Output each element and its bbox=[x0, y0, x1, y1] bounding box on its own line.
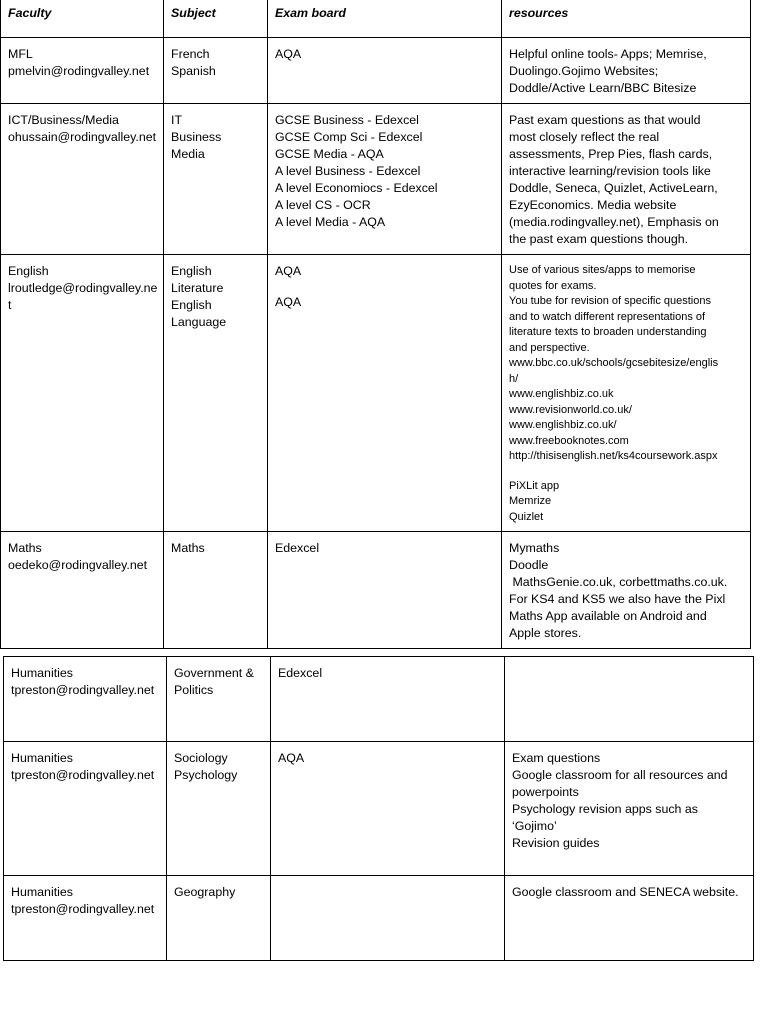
cell-line: http://thisisenglish.net/ks4coursework.aspx bbox=[509, 450, 718, 462]
cell-line: A level Business - Edexcel bbox=[275, 164, 421, 178]
table-row bbox=[4, 657, 754, 742]
cell-line: GCSE Business - Edexcel bbox=[275, 113, 419, 127]
cell-line: Sociology bbox=[174, 751, 228, 765]
cell-line: Media bbox=[171, 147, 205, 161]
cell-line: Memrize bbox=[509, 495, 552, 507]
faculty-email[interactable]: tpreston@rodingvalley.net bbox=[11, 902, 155, 916]
cell-line: the past exam questions though. bbox=[509, 232, 689, 246]
cell-line: AQA bbox=[278, 751, 305, 765]
cell-line: EzyEconomics. Media website bbox=[509, 198, 677, 212]
cell-line: Exam questions bbox=[512, 751, 601, 765]
cell-line: Helpful online tools- Apps; Memrise, bbox=[509, 47, 707, 61]
cell-line: Duolingo.Gojimo Websites; bbox=[509, 64, 659, 78]
cell-line: www.bbc.co.uk/schools/gcsebitesize/englis bbox=[509, 357, 719, 369]
table-row bbox=[1, 255, 751, 532]
cell-line: Use of various sites/apps to memorise bbox=[509, 264, 696, 276]
faculty-cell bbox=[1, 532, 164, 649]
faculty-cell bbox=[4, 742, 167, 876]
header-exam-board: Exam board bbox=[268, 0, 502, 38]
faculty-cell bbox=[1, 38, 164, 104]
subject-cell bbox=[164, 255, 268, 532]
cell-line: You tube for revision of specific questions bbox=[509, 295, 711, 307]
header-faculty: Faculty bbox=[1, 0, 164, 38]
cell-line: AQA bbox=[275, 47, 302, 61]
cell-line: AQA bbox=[275, 295, 302, 309]
cell-line: Politics bbox=[174, 683, 214, 697]
exam-board-cell bbox=[268, 38, 502, 104]
table-row bbox=[1, 104, 751, 255]
cell-line: www.revisionworld.co.uk/ bbox=[509, 403, 632, 416]
cell-line: English bbox=[171, 264, 212, 278]
exam-board-cell bbox=[268, 532, 502, 649]
table-row bbox=[4, 876, 754, 961]
cell-line bbox=[275, 280, 496, 294]
resources-cell bbox=[502, 255, 751, 532]
cell-line: Doodle bbox=[509, 558, 549, 572]
cell-line: assessments, Prep Pies, flash cards, bbox=[509, 147, 713, 161]
resources-cell bbox=[502, 532, 751, 649]
faculty-name: Humanities bbox=[11, 885, 73, 899]
cell-line: AQA bbox=[275, 264, 302, 278]
faculty-name: Maths bbox=[8, 541, 42, 555]
cell-line: Edexcel bbox=[275, 541, 320, 555]
cell-line: Doddle/Active Learn/BBC Bitesize bbox=[509, 81, 697, 95]
cell-line: (media.rodingvalley.net), Emphasis on bbox=[509, 215, 719, 229]
subject-cell bbox=[167, 742, 271, 876]
cell-line: literature texts to broaden understanding bbox=[509, 326, 707, 338]
cell-line: Google classroom for all resources and bbox=[512, 768, 728, 782]
cell-line bbox=[509, 465, 745, 479]
exam-board-cell bbox=[271, 742, 505, 876]
subject-cell bbox=[164, 38, 268, 104]
cell-line: Spanish bbox=[171, 64, 216, 78]
cell-line: English bbox=[171, 298, 212, 312]
cell-line: Psychology revision apps such as bbox=[512, 802, 698, 816]
faculty-email[interactable]: tpreston@rodingvalley.net bbox=[11, 768, 155, 782]
header-row bbox=[1, 0, 751, 38]
cell-line: A level CS - OCR bbox=[275, 198, 371, 212]
faculty-name: Humanities bbox=[11, 666, 73, 680]
cell-line: www.freebooknotes.com bbox=[509, 434, 629, 447]
faculty-email[interactable]: oedeko@rodingvalley.net bbox=[8, 558, 148, 572]
cell-line: Doddle, Seneca, Quizlet, ActiveLearn, bbox=[509, 181, 718, 195]
cell-line: Google classroom and SENECA website. bbox=[512, 885, 739, 899]
exam-board-cell bbox=[268, 255, 502, 532]
cell-line: quotes for exams. bbox=[509, 279, 597, 292]
cell-line: Quizlet bbox=[509, 510, 544, 523]
faculty-cell bbox=[1, 104, 164, 255]
subject-cell bbox=[164, 532, 268, 649]
faculty-name: MFL bbox=[8, 47, 33, 61]
cell-line: Past exam questions as that would bbox=[509, 113, 701, 127]
cell-line: Maths bbox=[171, 541, 205, 555]
cell-line: IT bbox=[171, 113, 183, 127]
cell-line: Literature bbox=[171, 281, 224, 295]
cell-line: Geography bbox=[174, 885, 236, 899]
exam-board-cell bbox=[271, 657, 505, 742]
cell-line: PiXLit app bbox=[509, 479, 560, 492]
resources-table-continued bbox=[3, 656, 754, 961]
exam-board-cell bbox=[271, 876, 505, 961]
subject-cell bbox=[167, 876, 271, 961]
faculty-cell bbox=[4, 876, 167, 961]
faculty-email[interactable]: lroutledge@rodingvalley.net bbox=[8, 281, 158, 312]
cell-line: Psychology bbox=[174, 768, 238, 782]
cell-line: www.englishbiz.co.uk/ bbox=[509, 419, 617, 431]
faculty-name: ICT/Business/Media bbox=[8, 113, 119, 127]
cell-line: French bbox=[171, 47, 210, 61]
table-row bbox=[1, 38, 751, 104]
resources-cell bbox=[502, 104, 751, 255]
header-subject: Subject bbox=[164, 0, 268, 38]
cell-line: MathsGenie.co.uk, corbettmaths.co.uk. bbox=[509, 575, 728, 589]
cell-line: A level Media - AQA bbox=[275, 215, 386, 229]
cell-line: Language bbox=[171, 315, 227, 329]
resources-cell bbox=[505, 742, 754, 876]
cell-line: and to watch different representations of bbox=[509, 310, 706, 323]
table-row bbox=[4, 742, 754, 876]
cell-line: Revision guides bbox=[512, 836, 600, 850]
subject-cell bbox=[167, 657, 271, 742]
faculty-cell bbox=[1, 255, 164, 532]
cell-line: GCSE Comp Sci - Edexcel bbox=[275, 130, 423, 144]
faculty-email[interactable]: pmelvin@rodingvalley.net bbox=[8, 64, 150, 78]
exam-board-cell bbox=[268, 104, 502, 255]
faculty-email[interactable]: ohussain@rodingvalley.net bbox=[8, 130, 157, 144]
cell-line: Business bbox=[171, 130, 222, 144]
subject-cell bbox=[164, 104, 268, 255]
cell-line: www.englishbiz.co.uk bbox=[509, 388, 614, 400]
cell-line: interactive learning/revision tools like bbox=[509, 164, 711, 178]
cell-line: For KS4 and KS5 we also have the Pixl bbox=[509, 592, 726, 606]
cell-line: A level Economiocs - Edexcel bbox=[275, 181, 438, 195]
table-row bbox=[1, 532, 751, 649]
cell-line: Government & bbox=[174, 666, 254, 680]
cell-line: Apple stores. bbox=[509, 626, 582, 640]
resources-cell bbox=[505, 876, 754, 961]
resources-cell bbox=[502, 38, 751, 104]
cell-line: h/ bbox=[509, 372, 519, 385]
cell-line: Mymaths bbox=[509, 541, 560, 555]
header-resources: resources bbox=[502, 0, 751, 38]
cell-line: and perspective. bbox=[509, 341, 590, 354]
cell-line: ‘Gojimo’ bbox=[512, 819, 557, 833]
faculty-email[interactable]: tpreston@rodingvalley.net bbox=[11, 683, 155, 697]
cell-line: powerpoints bbox=[512, 785, 579, 799]
cell-line: Edexcel bbox=[278, 666, 323, 680]
faculty-name: Humanities bbox=[11, 751, 73, 765]
cell-line: Maths App available on Android and bbox=[509, 609, 707, 623]
cell-line: most closely reflect the real bbox=[509, 130, 660, 144]
cell-line: GCSE Media - AQA bbox=[275, 147, 384, 161]
resources-cell bbox=[505, 657, 754, 742]
faculty-name: English bbox=[8, 264, 49, 278]
faculty-cell bbox=[4, 657, 167, 742]
